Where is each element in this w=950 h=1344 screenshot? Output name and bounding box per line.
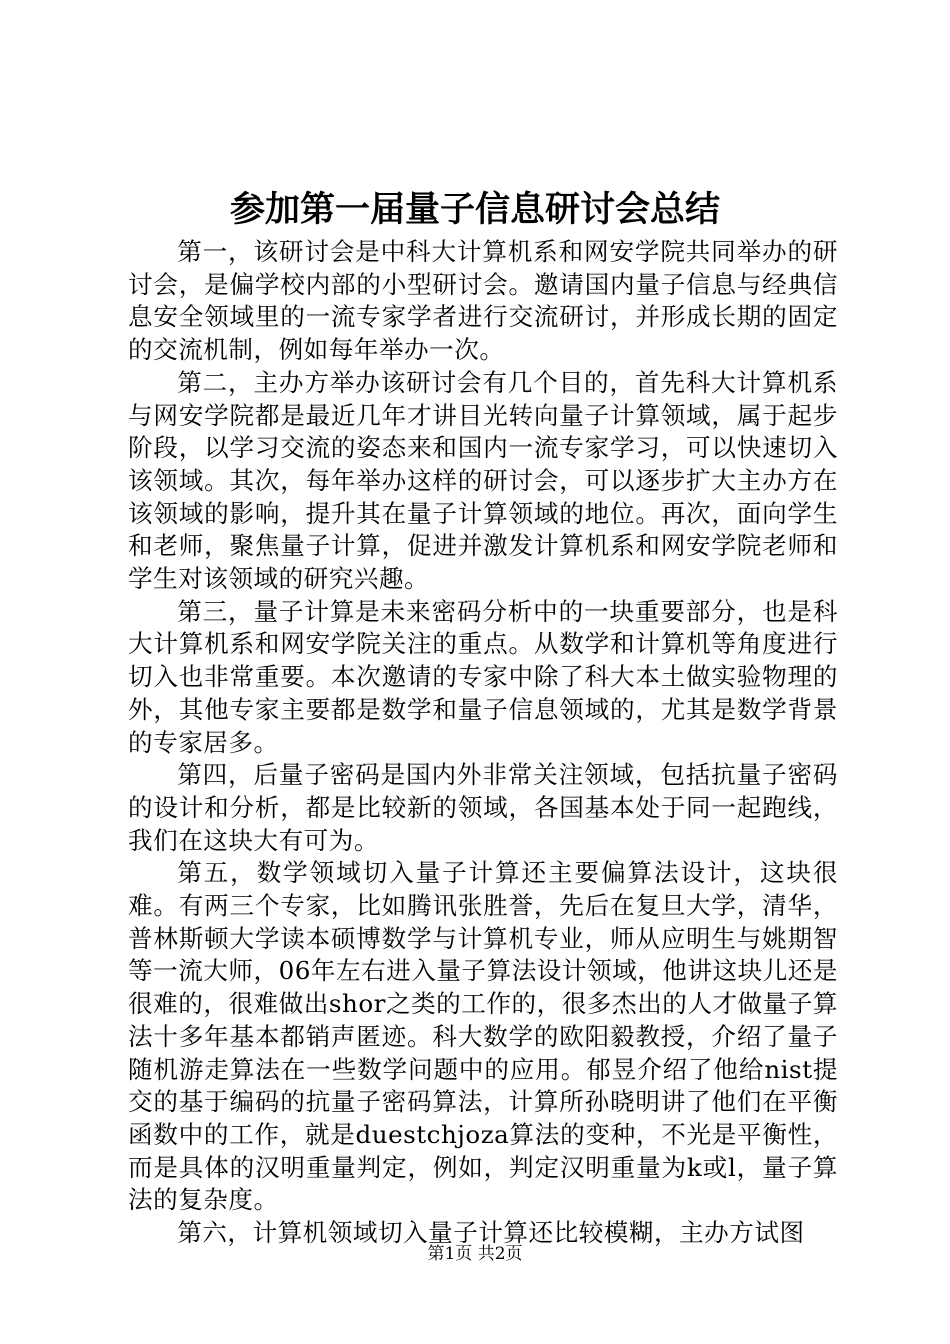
paragraph-1: 第一，该研讨会是中科大计算机系和网安学院共同举办的研讨会，是偏学校内部的小型研讨会。邀请国内量子信息与经典信息安全领域里的一流专家学者进行交流研讨，并形成长期的固定的交流机制，例如每年举办一次。 [128, 237, 838, 365]
paragraph-3: 第三，量子计算是未来密码分析中的一块重要部分，也是科大计算机系和网安学院关注的重点。从数学和计算机等角度进行切入也非常重要。本次邀请的专家中除了科大本土做实验物理的外，其他专家主要都是数学和量子信息领域的，尤其是数学背景的专家居多。 [128, 596, 838, 757]
paragraph-2: 第二，主办方举办该研讨会有几个目的，首先科大计算机系与网安学院都是最近几年才讲目光转向量子计算领域，属于起步阶段，以学习交流的姿态来和国内一流专家学习，可以快速切入该领域。其次，每年举办这样的研讨会，可以逐步扩大主办方在该领域的影响，提升其在量子计算领域的地位。再次，面向学生和老师，聚焦量子计算，促进并激发计算机系和网安学院老师和学生对该领域的研究兴趣。 [128, 367, 838, 594]
paragraph-4: 第四，后量子密码是国内外非常关注领域，包括抗量子密码的设计和分析，都是比较新的领域，各国基本处于同一起跑线，我们在这块大有可为。 [128, 760, 838, 855]
document-body [128, 236, 838, 1250]
document-title: 参加第一届量子信息研讨会总结 [229, 189, 720, 230]
paragraph-5: 第五，数学领域切入量子计算还主要偏算法设计，这块很难。有两三个专家，比如腾讯张胜誉，先后在复旦大学，清华，普林斯顿大学读本硕博数学与计算机专业，师从应明生与姚期智等一流大师，06年左右进入量子算法设计领域，他讲这块儿还是很难的，很难做出shor之类的工作的，很多杰出的人才做量子算法十多年基本都销声匿迹。科大数学的欧阳毅教授，介绍了量子随机游走算法在一些数学问题中的应用。郁昱介绍了他给nist提交的基于编码的抗量子密码算法，计算所孙晓明讲了他们在平衡函数中的工作，就是duestchjoza算法的变种，不光是平衡性，而是具体的汉明重量判定，例如，判定汉明重量为k或l，量子算法的复杂度。 [128, 858, 838, 1215]
paragraph-6: 第六，计算机领域切入量子计算还比较模糊，主办方试图 [177, 1218, 805, 1248]
page-number-footer: 第1页 共2页 [427, 1244, 523, 1264]
